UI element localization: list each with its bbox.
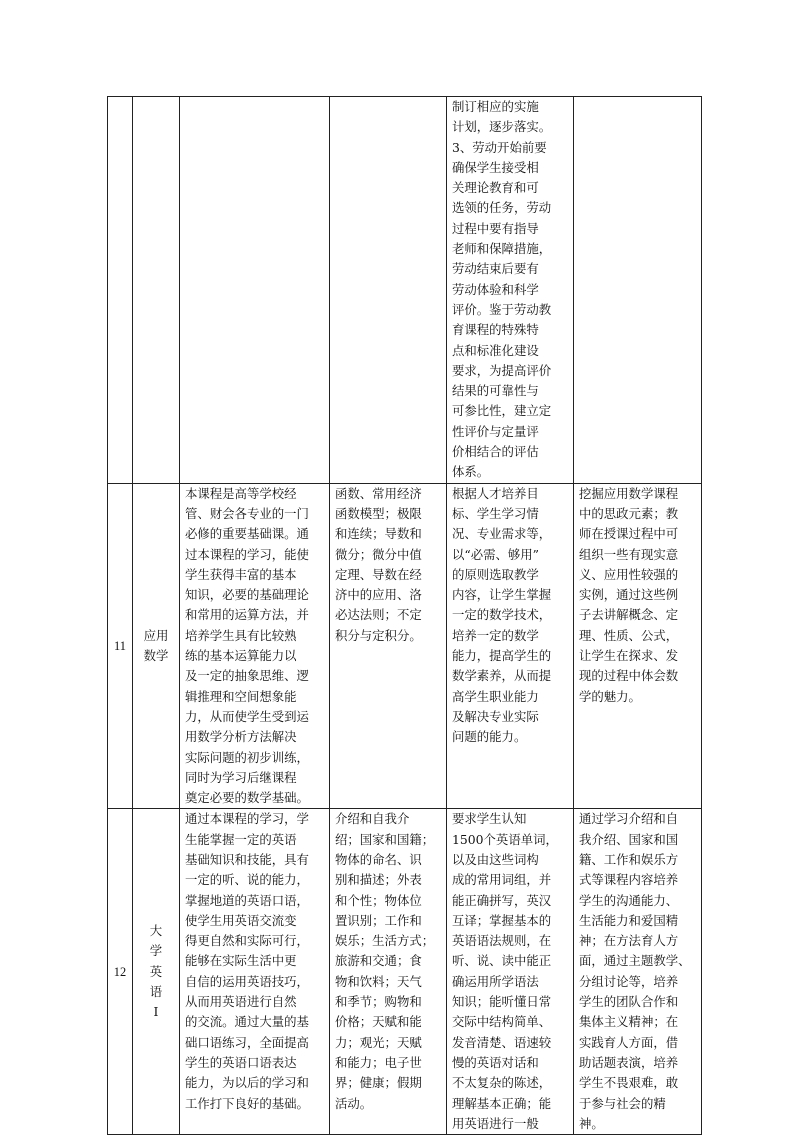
table-row [108, 809, 702, 1135]
course-goal-cell [180, 97, 330, 484]
table-row [108, 483, 702, 809]
course-name-char: Ⅰ [153, 1004, 159, 1020]
row-number-cell: 12 [108, 809, 133, 1135]
course-name-char: 学 [149, 943, 163, 959]
course-goal-cell: 本课程是高等学校经 管、财会各专业的一门 必修的重要基础课。通 过本课程的学习，能使 学生获得丰富的基本 知识，必要的基础理论 和常用的运算方法，并 培养学生具有比较熟 练的基本运算能力以 及一定的抽象思维、逻 辑推理和空间想象能 力，从而使学生受到运 用数学分析方法解决 实际问题的初步训练， 同时为学习后继课程 奠定必要的数学基础。 [180, 483, 330, 809]
row-number-cell: 11 [108, 483, 133, 809]
course-goal-cell: 通过本课程的学习，学 生能掌握一定的英语 基础知识和技能，具有 一定的听、说的能力， 掌握地道的英语口语， 使学生用英语交流变 得更自然和实际可行， 能够在实际生活中更 自信的运用英语技巧， 从而用英语进行自然 的交流。通过大量的基 础口语练习，全面提高 学生的英语口语表达 能力，为以后的学习和 工作打下良好的基础。 [180, 809, 330, 1135]
course-name-cell [133, 809, 180, 1135]
course-name-char: 大 [149, 923, 163, 939]
course-name-cell [133, 97, 180, 484]
teaching-requirement-cell: 制订相应的实施 计划，逐步落实。 3、劳动开始前要 确保学生接受相 关理论教育和可 选领的任务，劳动 过程中要有指导 老师和保障措施， 劳动结束后要有 劳动体验和科学 评价。鉴于劳动教 育课程的特殊特 点和标准化建设 要求，为提高评价 结果的可靠性与 可参比性，建立定 性评价与定量评 价相结合的评估 体系。 [447, 97, 574, 484]
ideology-element-cell: 挖掘应用数学课程 中的思政元素；教 师在授课过程中可 组织一些有现实意 义、应用性较强的 实例，通过这些例 子去讲解概念、定 理、性质、公式， 让学生在探求、发 现的过程中体会数 学的魅力。 [574, 483, 702, 809]
teaching-requirement-cell: 要求学生认知 1500个英语单词， 以及由这些词构 成的常用词组，并 能正确拼写，英汉 互译；掌握基本的 英语语法规则，在 听、说、读中能正 确运用所学语法 知识；能听懂日常 交际中结构简单、 发音清楚、语速较 慢的英语对话和 不太复杂的陈述， 理解基本正确；能 用英语进行一般 [447, 809, 574, 1135]
course-name-char: 英 [149, 963, 163, 979]
course-name-char: 语 [149, 983, 163, 999]
table-row [108, 97, 702, 484]
ideology-element-cell: 通过学习介绍和自 我介绍、国家和国 籍、工作和娱乐方 式等课程内容培养 学生的沟通能力、 生活能力和爱国精 神；在方法育人方 面，通过主题教学、 分组讨论等，培养 学生的团队合作和 集体主义精神；在 实践育人方面，借 助话题表演，培养 学生不畏艰难，敢 于参与社会的精 神。 [574, 809, 702, 1135]
ideology-element-cell [574, 97, 702, 484]
row-number-cell [108, 97, 133, 484]
course-content-cell [330, 97, 447, 484]
teaching-requirement-cell: 根据人才培养目 标、学生学习情 况、专业需求等， 以“必需、够用” 的原则选取教学 内容，让学生掌握 一定的数学技术， 培养一定的数学 能力，提高学生的 数学素养，从而提 高学生职业能力 及解决专业实际 问题的能力。 [447, 483, 574, 809]
course-content-cell: 介绍和自我介 绍；国家和国籍； 物体的命名、识 别和描述；外表 和个性；物体位 置识别；工作和 娱乐；生活方式； 旅游和交通；食 物和饮料；天气 和季节；购物和 价格；天赋和能 力；观光；天赋 和能力；电子世 界；健康；假期 活动。 [330, 809, 447, 1135]
course-name-cell: 应用 数学 [133, 483, 180, 809]
course-content-cell: 函数、常用经济 函数模型；极限 和连续；导数和 微分；微分中值 定理、导数在经 济中的应用、洛 必达法则；不定 积分与定积分。 [330, 483, 447, 809]
course-table [107, 96, 702, 1135]
